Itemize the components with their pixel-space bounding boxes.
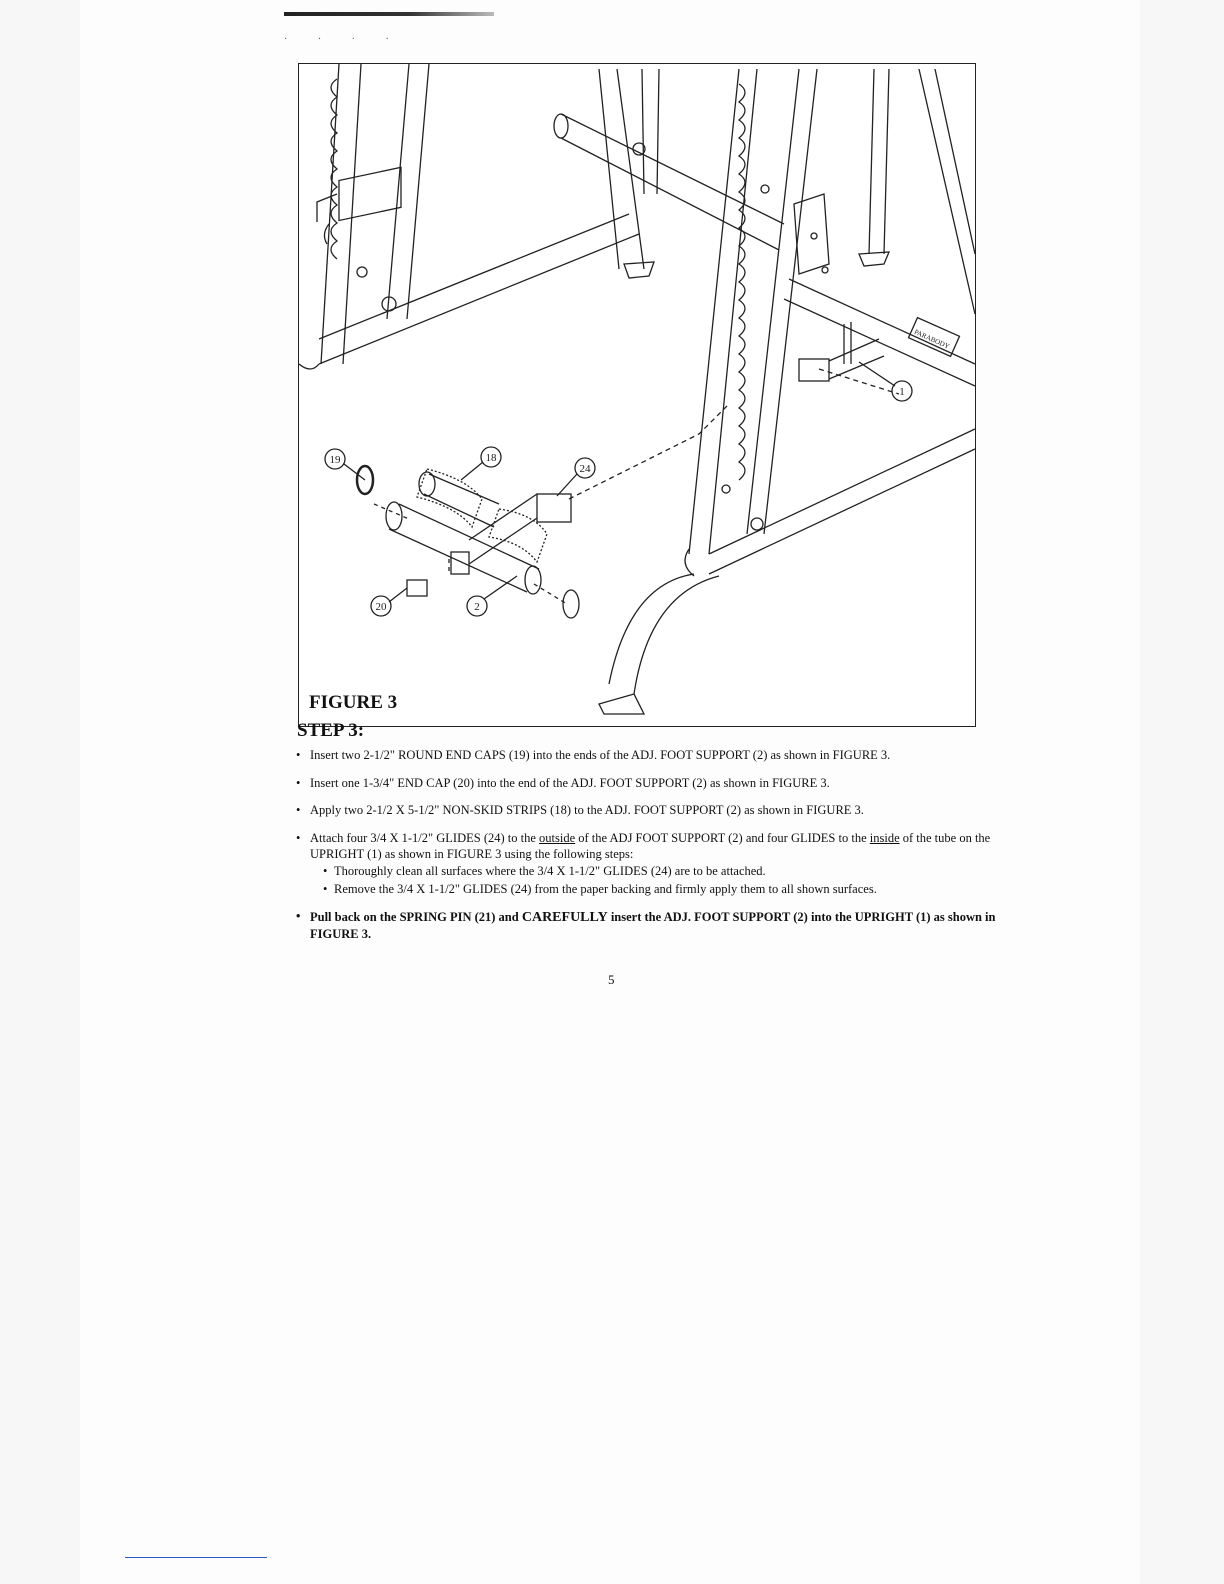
figure-3-illustration (298, 63, 976, 727)
instruction-text-run: Insert one 1-3/4" END CAP (20) into the end of the ADJ. FOOT SUPPORT (2) as shown in FIGURE 3. (310, 775, 830, 790)
bullet: • (323, 881, 328, 896)
bullet: • (323, 864, 328, 879)
substep-text: Thoroughly clean all surfaces where the 3/4 X 1-1/2" GLIDES (24) are to be attached. (334, 864, 766, 879)
instruction-list (296, 748, 996, 955)
instruction-substep (310, 882, 996, 898)
callout-19: 19 (329, 454, 341, 466)
assembly-drawing (299, 64, 975, 726)
scan-artifact-bar (284, 12, 494, 16)
callout-18: 18 (485, 452, 497, 464)
instruction-item (296, 909, 996, 942)
instruction-text (310, 803, 864, 817)
bullet: • (296, 830, 301, 845)
callout-1: 1 (899, 386, 905, 398)
callout-24: 24 (579, 463, 591, 475)
instruction-item (296, 831, 996, 898)
substep-text: Remove the 3/4 X 1-1/2" GLIDES (24) from the paper backing and firmly apply them to all shown surfaces. (334, 881, 877, 896)
instruction-text-run: of the tube on the UPRIGHT (1) as shown in FIGURE 3 using the following steps: (310, 830, 991, 861)
instruction-text (310, 748, 890, 762)
callout-2: 2 (474, 601, 480, 613)
instruction-item (296, 776, 996, 792)
underlined-text: outside (539, 830, 576, 845)
instruction-text-run: Insert two 2-1/2" ROUND END CAPS (19) into the ends of the ADJ. FOOT SUPPORT (2) as shown in FIGURE 3. (310, 748, 891, 762)
footer-link-underline (125, 1557, 267, 1558)
brand-decal-text: PARABODY (912, 327, 951, 351)
instruction-text-run: Apply two 2-1/2 X 5-1/2" NON-SKID STRIPS (18) to the ADJ. FOOT SUPPORT (2) as shown in FIGURE 3. (310, 803, 864, 818)
bullet: • (296, 909, 301, 924)
instruction-text-run: Pull back on the SPRING PIN (21) and (310, 910, 522, 925)
instruction-substep (310, 864, 996, 880)
bullet: • (296, 748, 301, 762)
instruction-text-run: insert the ADJ. FOOT SUPPORT (2) into the UPRIGHT (1) as shown in FIGURE 3. (310, 910, 996, 941)
emphasis-text: CAREFULLY (521, 910, 608, 926)
instruction-item (296, 803, 996, 819)
step-title: STEP 3: (297, 720, 365, 741)
bullet: • (296, 775, 301, 790)
instruction-text (310, 776, 830, 790)
instruction-text-run: of the ADJ FOOT SUPPORT (2) and four GLIDES to the (575, 830, 870, 845)
callout-20: 20 (375, 601, 387, 613)
instruction-text-run: Attach four 3/4 X 1-1/2" GLIDES (24) to the (310, 830, 540, 845)
underlined-text: inside (869, 830, 900, 845)
instruction-item (296, 748, 996, 764)
figure-label: FIGURE 3 (305, 692, 401, 714)
page-number: 5 (608, 972, 615, 987)
instruction-text (310, 910, 995, 941)
bullet: • (296, 803, 301, 818)
scan-artifact-dots: · · · · (284, 34, 403, 45)
instruction-text (310, 831, 990, 861)
